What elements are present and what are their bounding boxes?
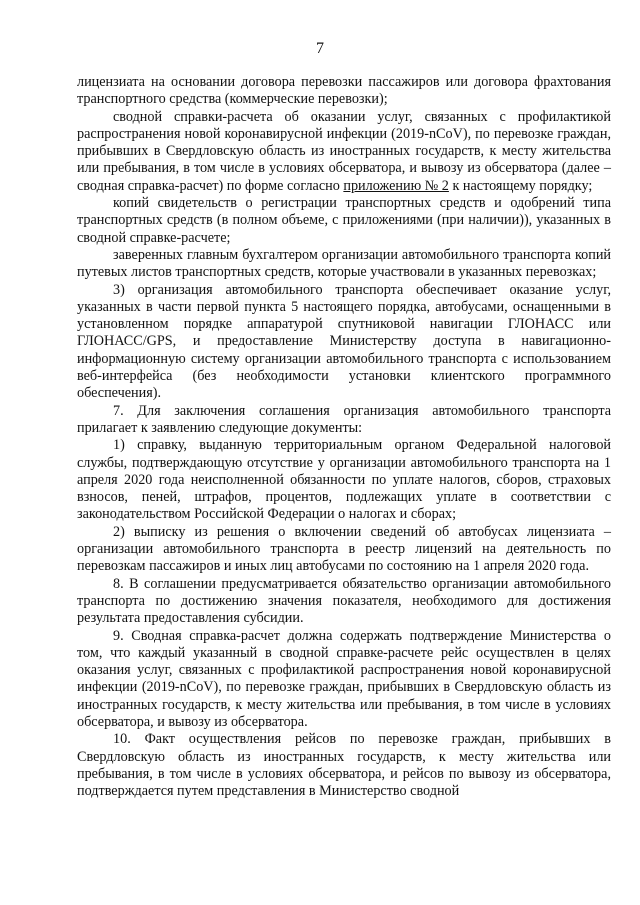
paragraph-clause-8: 8. В соглашении предусматривается обязательство организации автомобильного транспорта по достижению значения показателя, необходимого для достижения результата предоставления субсидии. [77,575,611,627]
paragraph-registration-copies: копий свидетельств о регистрации транспортных средств и одобрений типа транспортных средств (в полном объеме, с приложениями (при наличии)), указанных в сводной справке-расчете; [77,195,611,246]
paragraph-item-2-license-extract: 2) выписку из решения о включении сведений об автобусах лицензиата – организации автомобильного транспорта в реестр лицензий на деятельность по перевозкам пассажиров и иных лиц автобусами по состоянию на 1 апреля 2020 года. [77,523,611,575]
paragraph-item-3-glonass: 3) организация автомобильного транспорта обеспечивает оказание услуг, указанных в части первой пункта 5 настоящего порядка, автобусами, оснащенными в установленном порядке аппаратурой спутниковой навигации ГЛОНАСС или ГЛОНАСС/GPS, и предоставление Министерству доступа в навигационно-информационную систему организации автомобильного транспорта с использованием веб-интерфейса (без необходимости установки клиентского программного обеспечения). [77,281,611,402]
paragraph-item-1-tax-certificate: 1) справку, выданную территориальным органом Федеральной налоговой службы, подтверждающую отсутствие у организации автомобильного транспорта на 1 апреля 2020 года неисполненной обязанности по уплате налогов, сборов, страховых взносов, пеней, штрафов, процентов, подлежащих уплате в соответствии с законодательством Российской Федерации о налогах и сборах; [77,437,611,523]
paragraph-text: сводной справки-расчета об оказании услуг, связанных с профилактикой распространения новой коронавирусной инфекции (2019-nCoV), по перевозке граждан, прибывших в Свердловскую область из иностранных государств, к месту жительства или пребывания, в том числе в условиях обсерватора, и вывозу из обсерватора (далее – сводная справка-расчет) по форме согласно [77,108,611,194]
paragraph-summary-statement [77,109,611,195]
paragraph-clause-10: 10. Факт осуществления рейсов по перевозке граждан, прибывших в Свердловскую область из иностранных государств, к месту жительства или пребывания, в том числе в условиях обсерватора, и рейсов по вывозу из обсерватора, подтверждается путем представления в Министерство сводной [77,731,611,800]
paragraph-waybill-copies: заверенных главным бухгалтером организации автомобильного транспорта копий путевых листов транспортных средств, которые участвовали в указанных перевозках; [77,246,611,281]
paragraph-clause-7: 7. Для заключения соглашения организация автомобильного транспорта прилагает к заявлению следующие документы: [77,402,611,436]
appendix-2-link[interactable]: приложению № 2 [343,177,449,194]
paragraph-licensee-continuation: лицензиата на основании договора перевозки пассажиров или договора фрахтования транспортного средства (коммерческие перевозки); [77,74,611,108]
document-body [77,74,611,800]
paragraph-clause-9: 9. Сводная справка-расчет должна содержать подтверждение Министерства о том, что каждый указанный в сводной справке-расчете рейс осуществлен в целях оказания услуг, связанных с профилактикой распространения новой коронавирусной инфекции (2019-nCoV), по перевозке граждан, прибывших в Свердловскую область из иностранных государств, к месту жительства или пребывания, в том числе в условиях обсерватора, и вывозу из обсерватора. [77,627,611,730]
page-number: 7 [316,40,324,57]
paragraph-text: к настоящему порядку; [448,177,593,194]
